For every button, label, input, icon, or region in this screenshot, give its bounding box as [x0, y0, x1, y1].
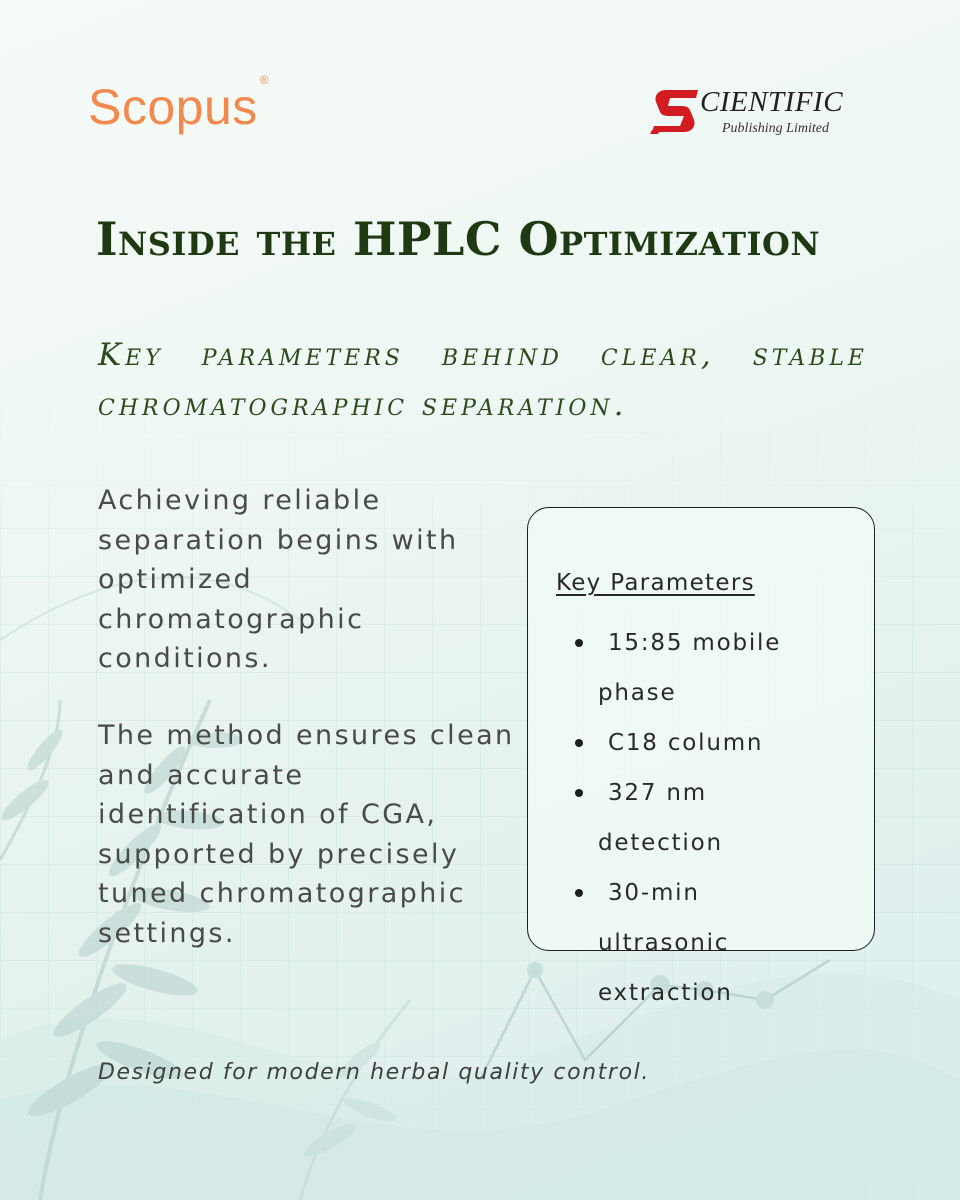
list-item — [528, 868, 828, 1018]
publisher-name: CIENTIFIC — [700, 86, 844, 118]
publisher-logo — [650, 86, 890, 142]
key-parameters-box — [527, 507, 875, 1006]
publisher-subtitle: Publishing Limited — [722, 121, 829, 136]
list-item — [528, 768, 828, 868]
publisher-s-mark-icon — [650, 86, 702, 136]
scopus-logo — [88, 73, 270, 136]
list-item-continuation: extraction — [598, 980, 733, 1006]
list-item-continuation: phase — [598, 680, 677, 706]
trademark-symbol: ® — [259, 73, 270, 88]
scopus-logo-text: Scopus — [88, 79, 258, 135]
list-item — [528, 618, 828, 718]
list-item-text: 30-min ultrasonic — [598, 880, 730, 956]
page-subtitle: Key parameters behind clear, stable chromatographic separation. — [98, 337, 868, 423]
list-item — [528, 718, 828, 768]
body-paragraph-2: The method ensures clean and accurate identification of CGA, supported by precisely tuned chromatographic settings. — [98, 720, 515, 949]
list-item-text: 15:85 mobile — [608, 630, 782, 656]
list-item-text: C18 column — [608, 730, 764, 756]
footer-tagline: Designed for modern herbal quality control. — [98, 1060, 650, 1085]
list-item-text: 327 nm detection — [598, 780, 723, 856]
body-paragraph-1: Achieving reliable separation begins with optimized chromatographic conditions. — [98, 485, 459, 674]
page-title: Inside the HPLC Optimization — [96, 212, 821, 266]
key-parameters-heading: Key Parameters — [556, 570, 755, 596]
key-parameters-list — [528, 618, 828, 1018]
